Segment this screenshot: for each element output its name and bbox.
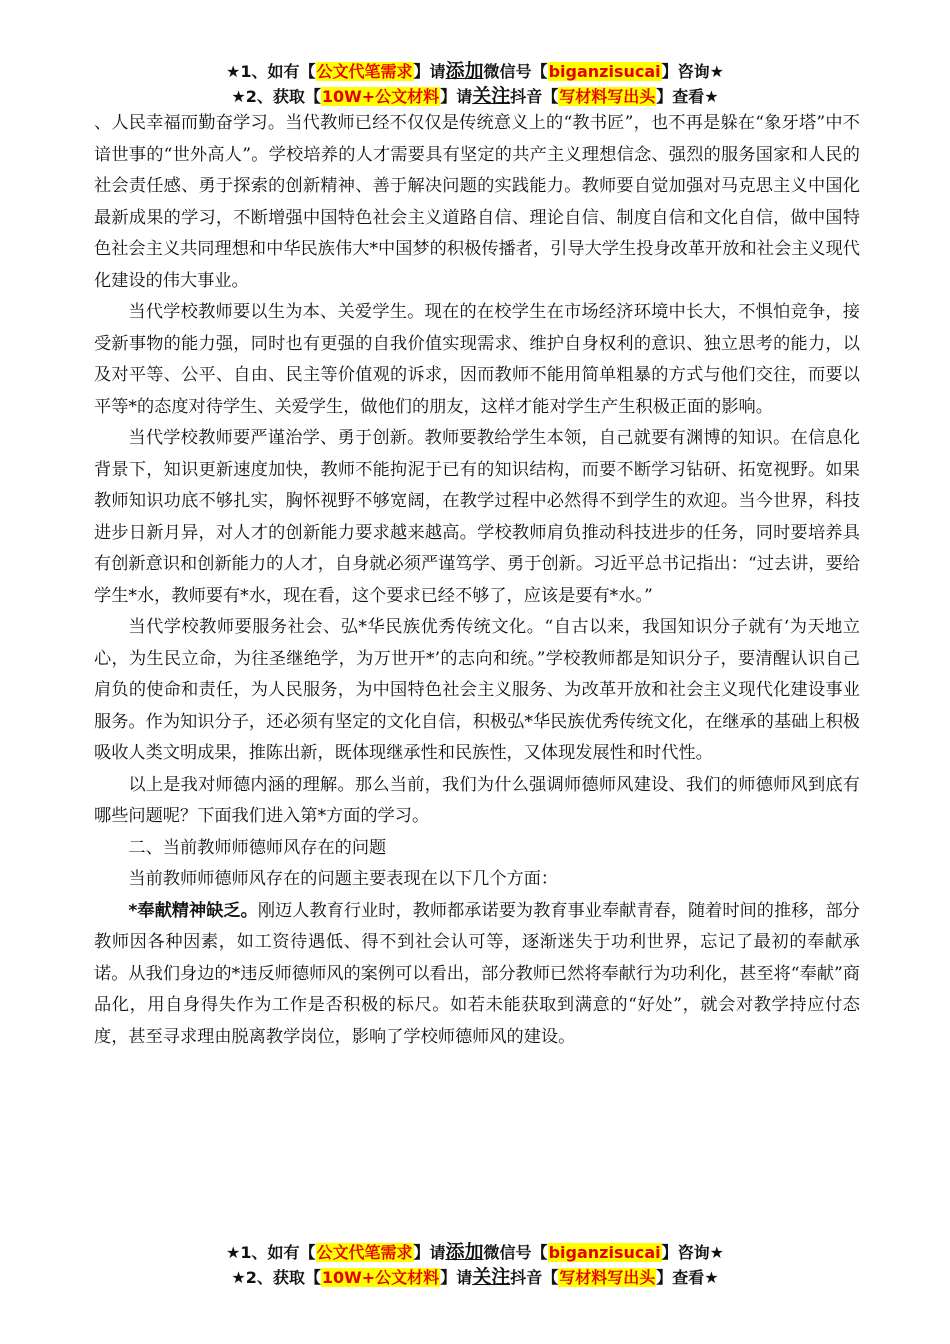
banner-emphasis: 添加 [445, 60, 484, 82]
banner-line-1 [0, 1240, 950, 1265]
banner-line-1 [0, 59, 950, 84]
highlight-wechat-id: biganzisucai [548, 62, 661, 81]
highlight-douyin-id: 写材料写出头 [559, 1268, 656, 1287]
banner-line-2 [0, 84, 950, 109]
banner-text: 】请 [440, 87, 473, 106]
banner-text: 】请 [413, 62, 446, 81]
banner-text: ★2、获取【 [231, 1268, 321, 1287]
highlight-materials: 10W+公文材料 [321, 87, 440, 106]
banner-text: 微信号【 [483, 62, 548, 81]
banner-text: ★2、获取【 [231, 87, 321, 106]
banner-text: 微信号【 [483, 1243, 548, 1262]
banner-text: 】咨询★ [661, 62, 724, 81]
banner-emphasis: 关注 [472, 1266, 511, 1288]
banner-text: ★1、如有【 [226, 62, 316, 81]
banner-text: 】咨询★ [661, 1243, 724, 1262]
point-lead: *奉献精神缺乏。 [128, 900, 258, 921]
banner-emphasis: 添加 [445, 1241, 484, 1263]
banner-text: 】查看★ [656, 87, 719, 106]
point-text: 刚迈人教育行业时，教师都承诺要为教育事业奉献青春，随着时间的推移，部分教师因各种因素，如工资待遇低、得不到社会认可等，逐渐迷失于功利世界，忘记了最初的奉献承诺。从我们身边的*违反师德师风的案例可以看出，部分教师已然将奉献行为功利化，甚至将“奉献”商品化，用自身得失作为工作是否积极的标尺。如若未能获取到满意的“好处”，就会对教学持应付态度，甚至寻求理由脱离教学岗位，影响了学校师德师风的建设。 [94, 900, 860, 1047]
paragraph: 当代学校教师要严谨治学、勇于创新。教师要教给学生本领，自己就要有渊博的知识。在信息化背景下，知识更新速度加快，教师不能拘泥于已有的知识结构，而要不断学习钻研、拓宽视野。如果教师知识功底不够扎实，胸怀视野不够宽阔，在教学过程中必然得不到学生的欢迎。当今世界，科技进步日新月异，对人才的创新能力要求越来越高。学校教师肩负推动科技进步的任务，同时要培养具有创新意识和创新能力的人才，自身就必须严谨笃学、勇于创新。习近平总书记指出：“过去讲，要给学生*水，教师要有*水，现在看，这个要求已经不够了，应该是要有*水。” [94, 428, 860, 606]
banner-text: 抖音【 [510, 87, 559, 106]
banner-emphasis: 关注 [472, 85, 511, 107]
banner-text: ★1、如有【 [226, 1243, 316, 1262]
banner-text: 】请 [413, 1243, 446, 1262]
banner-text: 抖音【 [510, 1268, 559, 1287]
paragraph: 、人民幸福而勤奋学习。当代教师已经不仅仅是传统意义上的“教书匠”，也不再是躲在“象牙塔”中不谙世事的“世外高人”。学校培养的人才需要具有坚定的共产主义理想信念、强烈的服务国家和人民的社会责任感、勇于探索的创新精神、善于解决问题的实践能力。教师要自觉加强对马克思主义中国化最新成果的学习，不断增强中国特色社会主义道路自信、理论自信、制度自信和文化自信，做中国特色社会主义共同理想和中华民族伟大*中国梦的积极传播者，引导大学生投身改革开放和社会主义现代化建设的伟大事业。 [94, 113, 860, 291]
paragraph: 当代学校教师要以生为本、关爱学生。现在的在校学生在市场经济环境中长大，不惧怕竞争，接受新事物的能力强，同时也有更强的自我价值实现需求、维护自身权利的意识、独立思考的能力，以及对平等、公平、自由、民主等价值观的诉求，因而教师不能用简单粗暴的方式与他们交往，而要以平等*的态度对待学生、关爱学生，做他们的朋友，这样才能对学生产生积极正面的影响。 [94, 302, 860, 417]
highlight-service: 公文代笔需求 [316, 62, 413, 81]
highlight-materials: 10W+公文材料 [321, 1268, 440, 1287]
document-body [94, 108, 860, 1053]
paragraph: 当代学校教师要服务社会、弘*华民族优秀传统文化。“自古以来，我国知识分子就有‘为天地立心，为生民立命，为往圣继绝学，为万世开*’的志向和统。”学校教师都是知识分子，要清醒认识自己肩负的使命和责任，为人民服务，为中国特色社会主义服务、为改革开放和社会主义现代化建设事业服务。作为知识分子，还必须有坚定的文化自信，积极弘*华民族优秀传统文化，在继承的基础上积极吸收人类文明成果，推陈出新，既体现继承性和民族性，又体现发展性和时代性。 [94, 617, 860, 763]
footer-banner [0, 1240, 950, 1290]
banner-text: 】查看★ [656, 1268, 719, 1287]
point-paragraph [94, 896, 860, 1054]
highlight-service: 公文代笔需求 [316, 1243, 413, 1262]
section-intro: 当前教师师德师风存在的问题主要表现在以下几个方面： [128, 869, 559, 889]
highlight-douyin-id: 写材料写出头 [559, 87, 656, 106]
paragraph: 以上是我对师德内涵的理解。那么当前，我们为什么强调师德师风建设、我们的师德师风到底有哪些问题呢？下面我们进入第*方面的学习。 [94, 774, 860, 826]
banner-text: 】请 [440, 1268, 473, 1287]
highlight-wechat-id: biganzisucai [548, 1243, 661, 1262]
section-heading: 二、当前教师师德师风存在的问题 [128, 837, 387, 858]
banner-line-2 [0, 1265, 950, 1290]
header-banner [0, 59, 950, 109]
